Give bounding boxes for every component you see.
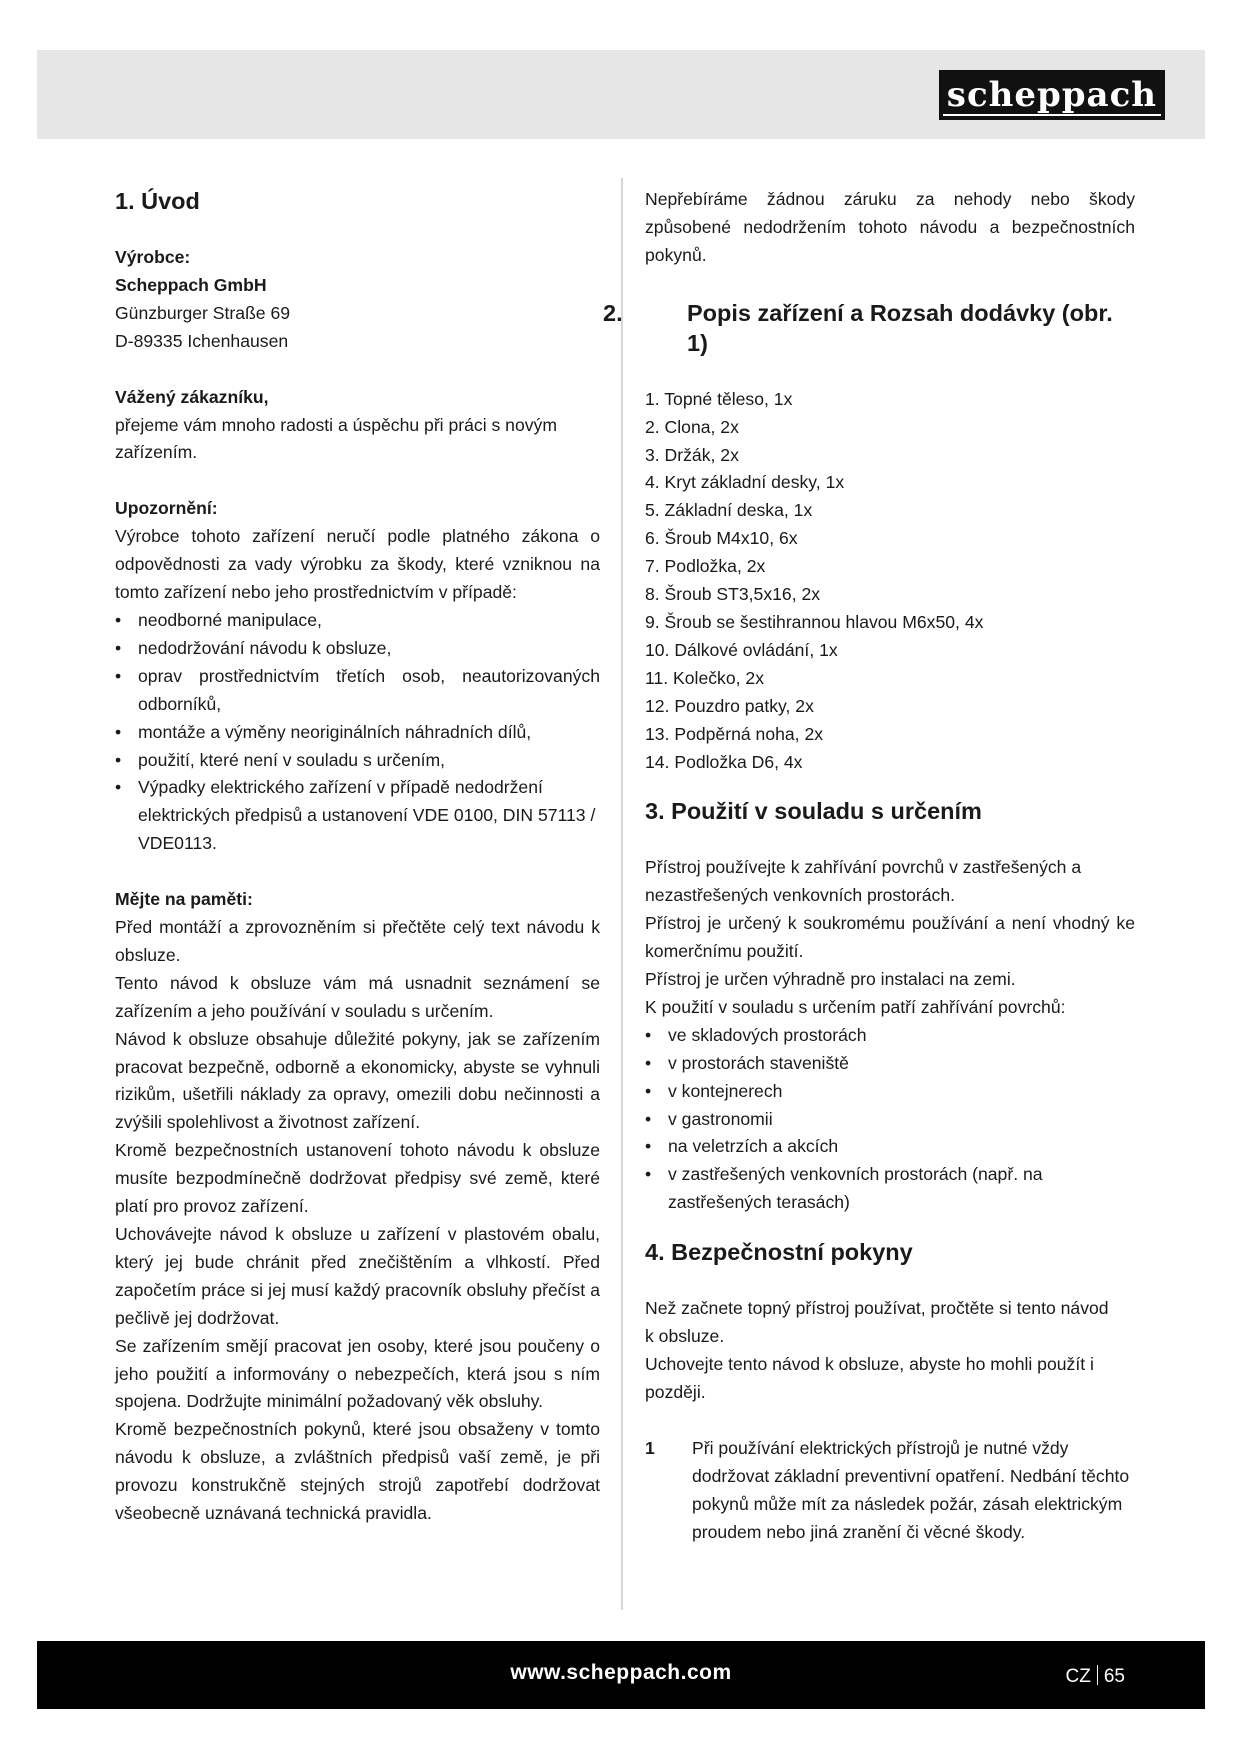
paragraph: Se zařízením smějí pracovat jen osoby, které jsou poučeny o jeho použití a informovány o nebezpečích, která jsou s ním spojena. Dodržujte minimální požadovaný věk obsluhy.	[115, 1335, 600, 1412]
list-item: 2. Clona, 2x	[645, 416, 739, 437]
list-item: 5. Základní deska, 1x	[645, 500, 813, 521]
list-item: 12. Pouzdro patky, 2x	[645, 695, 814, 716]
list-item: • neodborné manipulace,	[115, 607, 600, 635]
list-item: 7. Podložka, 2x	[645, 556, 766, 577]
language-code: CZ	[1065, 1666, 1091, 1687]
page-indicator	[1066, 1665, 1125, 1688]
column-divider	[621, 178, 623, 1610]
paragraph: Uchovejte tento návod k obsluze, abyste ho mohli použít i později.	[645, 1354, 1094, 1402]
parts-list	[645, 386, 1135, 777]
company-street: Günzburger Straße 69	[115, 302, 291, 323]
list-item: • montáže a výměny neoriginálních náhradních dílů,	[115, 719, 600, 747]
page-footer	[37, 1641, 1205, 1709]
paragraph: Kromě bezpečnostních ustanovení tohoto návodu k obsluze musíte bezpodmínečně dodržovat předpisy své země, které platí pro provoz zařízení.	[115, 1140, 600, 1217]
section-number: 4.	[645, 1239, 665, 1266]
list-item: 4. Kryt základní desky, 1x	[645, 472, 845, 493]
list-item: 3. Držák, 2x	[645, 444, 739, 465]
section-2-heading	[603, 298, 1135, 358]
list-item: • v zastřešených venkovních prostorách (např. na zastřešených terasách)	[645, 1161, 1100, 1217]
list-item: • použití, které není v souladu s určením,	[115, 747, 600, 775]
left-column	[115, 186, 600, 1528]
list-item: 6. Šroub M4x10, 6x	[645, 528, 798, 549]
paragraph: Přístroj používejte k zahřívání povrchů v zastřešených a nezastřešených venkovních prostorách.	[645, 857, 1082, 906]
section-title: Úvod	[141, 188, 200, 214]
page-number: 65	[1103, 1666, 1125, 1687]
list-item: 13. Podpěrná noha, 2x	[645, 723, 824, 744]
list-item: 14. Podložka D6, 4x	[645, 751, 803, 772]
greeting-text: přejeme vám mnoho radosti a úspěchu při práci s novým zařízením.	[115, 414, 557, 463]
list-item: 1. Topné těleso, 1x	[645, 388, 793, 409]
warning-text: Výrobce tohoto zařízení neručí podle platného zákona o odpovědnosti za vady výrobku za škody, které vzniknou na tomto zařízení nebo jeho prostřednictvím v případě:	[115, 526, 600, 603]
safety-item-number: 1	[645, 1437, 655, 1458]
paragraph: Než začnete topný přístroj používat, pročtěte si tento návod k obsluze.	[645, 1298, 1109, 1347]
list-item: 9. Šroub se šestihrannou hlavou M6x50, 4x	[645, 611, 984, 632]
warning-label: Upozornění:	[115, 498, 218, 519]
section-number: 2.	[603, 299, 623, 326]
section-title: Použití v souladu s určením	[671, 798, 982, 825]
safety-item-text: Při používání elektrických přístrojů je nutné vždy dodržovat základní preventivní opatření. Nedbání těchto pokynů může mít za následek požár, zásah elektrickým proudem nebo jiná zranění či věcné škody.	[692, 1437, 1130, 1542]
list-item: • v prostorách staveniště	[645, 1050, 1100, 1078]
list-item: 11. Kolečko, 2x	[645, 667, 764, 688]
section-number: 3.	[645, 798, 665, 825]
safety-item	[645, 1435, 1132, 1547]
paragraph: Před montáží a zprovozněním si přečtěte celý text návodu k obsluze.	[115, 917, 600, 965]
paragraph: Uchovávejte návod k obsluze u zařízení v plastovém obalu, který jej bude chránit před znečištěním a vlhkostí. Před započetím práce si jej musí každý pracovník obsluhy přečíst a pečlivě jej dodržovat.	[115, 1224, 600, 1328]
list-item: • v gastronomii	[645, 1106, 1100, 1134]
paragraph: Kromě bezpečnostních pokynů, které jsou obsaženy v tomto návodu k obsluze, a zvláštních předpisů vaší země, je při provozu konstrukčně stejných strojů zapotřebí dodržovat všeobecně uznávaná technická pravidla.	[115, 1419, 600, 1524]
manufacturer-label: Výrobce:	[115, 247, 191, 267]
greeting: Vážený zákazníku,	[115, 386, 269, 407]
list-item: • ve skladových prostorách	[645, 1022, 1100, 1050]
warning-list	[115, 607, 600, 858]
list-item: 10. Dálkové ovládání, 1x	[645, 639, 838, 660]
section-title: Popis zařízení a Rozsah dodávky (obr. 1)	[687, 299, 1113, 356]
section-title: Bezpečnostní pokyny	[671, 1239, 913, 1266]
section-1-heading	[115, 186, 600, 216]
page-header	[37, 50, 1205, 139]
list-item: 8. Šroub ST3,5x16, 2x	[645, 584, 821, 605]
remember-label: Mějte na paměti:	[115, 889, 253, 910]
list-item: • nedodržování návodu k obsluze,	[115, 635, 600, 663]
paragraph: Návod k obsluze obsahuje důležité pokyny, jak se zařízením pracovat bezpečně, odborně a ekonomicky, abyste se vyhnuli rizikům, ušetřili náklady za opravy, omezili dobu nečinnosti a zvýšili spolehlivost a životnost zařízení.	[115, 1028, 600, 1133]
right-column	[603, 186, 1135, 1546]
use-list	[645, 1022, 1100, 1217]
paragraph: Tento návod k obsluze vám má usnadnit seznámení se zařízením a jeho používání v souladu s určením.	[115, 972, 600, 1021]
list-item: • v kontejnerech	[645, 1078, 1100, 1106]
list-item: • na veletrzích a akcích	[645, 1133, 1100, 1161]
company-name: Scheppach GmbH	[115, 274, 267, 295]
list-item: • Výpadky elektrického zařízení v případě nedodržení elektrických předpisů a ustanovení VDE 0100, DIN 57113 / VDE0113.	[115, 774, 600, 858]
paragraph: Přístroj je určený k soukromému používání a není vhodný ke komerčnímu použití.	[645, 913, 1135, 962]
website-link[interactable]: www.scheppach.com	[510, 1661, 732, 1684]
section-3-heading	[645, 796, 1135, 826]
company-city: D-89335 Ichenhausen	[115, 330, 289, 351]
paragraph: Přístroj je určen výhradně pro instalaci na zemi.	[645, 969, 1016, 990]
section-4-heading	[645, 1237, 1135, 1267]
scheppach-logo: scheppach	[939, 70, 1165, 120]
section-number: 1.	[115, 188, 135, 214]
disclaimer: Nepřebíráme žádnou záruku za nehody nebo škody způsobené nedodržením tohoto návodu a bezpečnostních pokynů.	[645, 189, 1135, 265]
list-item: • oprav prostřednictvím třetích osob, neautorizovaných odborníků,	[115, 663, 600, 719]
paragraph: K použití v souladu s určením patří zahřívání povrchů:	[645, 996, 1066, 1017]
